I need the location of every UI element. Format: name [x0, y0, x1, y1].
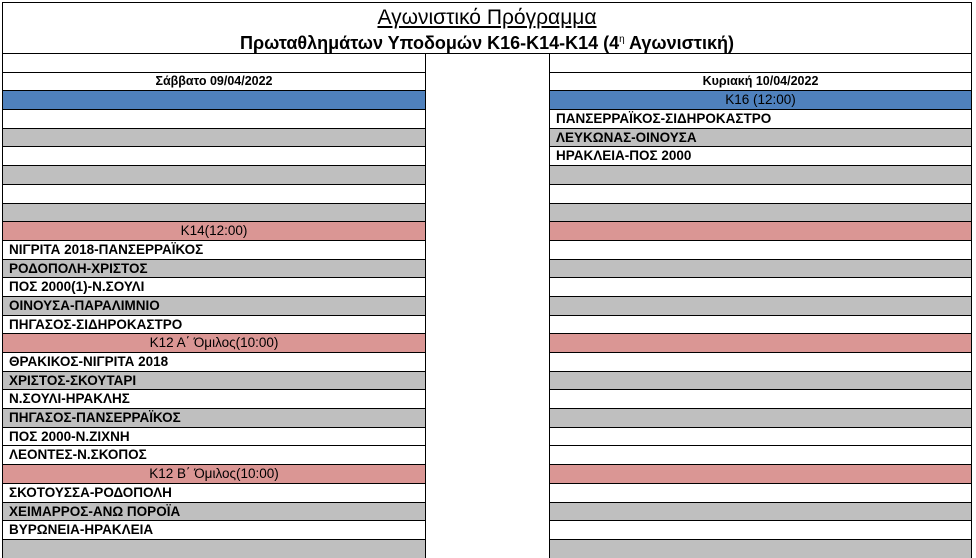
match-row — [550, 427, 971, 446]
match-row — [550, 109, 971, 128]
match-row — [550, 240, 971, 259]
match-label: Ν.ΣΟΥΛΙ-ΗΡΑΚΛΗΣ — [9, 391, 130, 407]
match-label: ΠΗΓΑΣΟΣ-ΠΑΝΣΕΡΡΑΪΚΟΣ — [9, 410, 181, 426]
match-row — [3, 128, 425, 147]
match-row — [3, 408, 425, 427]
title-block — [2, 2, 972, 53]
category-band — [550, 464, 971, 483]
match-row — [3, 483, 425, 502]
match-label: ΣΚΟΤΟΥΣΣΑ-ΡΟΔΟΠΟΛΗ — [9, 484, 172, 500]
category-band — [550, 333, 971, 352]
date-header — [3, 72, 425, 91]
match-label: ΒΥΡΩΝΕΙΑ-ΗΡΑΚΛΕΙΑ — [9, 522, 154, 538]
match-row — [550, 352, 971, 371]
match-label: ΗΡΑΚΛΕΙΑ-ΠΟΣ 2000 — [556, 148, 692, 164]
match-row — [3, 277, 425, 296]
match-row — [550, 371, 971, 390]
match-row — [550, 389, 971, 408]
match-row — [550, 315, 971, 334]
date-label: Κυριακή 10/04/2022 — [702, 73, 819, 88]
match-label: ΝΙΓΡΙΤΑ 2018-ΠΑΝΣΕΡΡΑΪΚΟΣ — [9, 241, 204, 257]
subtitle-superscript: η — [619, 34, 625, 45]
match-row — [550, 520, 971, 539]
match-row — [3, 371, 425, 390]
match-label: ΠΑΝΣΕΡΡΑΪΚΟΣ-ΣΙΔΗΡΟΚΑΣΤΡΟ — [556, 111, 772, 127]
match-row — [550, 277, 971, 296]
category-label: Κ12 Β΄ Όμιλος(10:00) — [149, 466, 279, 482]
match-row — [550, 408, 971, 427]
match-row — [3, 203, 425, 222]
match-label: ΘΡΑΚΙΚΟΣ-ΝΙΓΡΙΤΑ 2018 — [9, 354, 169, 369]
match-row — [3, 445, 425, 464]
match-row — [3, 520, 425, 539]
category-band — [3, 221, 425, 240]
match-row — [3, 315, 425, 334]
match-row — [550, 539, 971, 558]
match-label: ΟΙΝΟΥΣΑ-ΠΑΡΑΛΙΜΝΙΟ — [9, 297, 160, 313]
match-row — [3, 539, 425, 558]
match-label: ΧΡΙΣΤΟΣ-ΣΚΟΥΤΑΡΙ — [9, 372, 137, 388]
match-row — [550, 203, 971, 222]
match-row — [550, 483, 971, 502]
match-row — [3, 240, 425, 259]
match-label: ΠΟΣ 2000(1)-Ν.ΣΟΥΛΙ — [9, 279, 145, 295]
match-row — [3, 296, 425, 315]
page-title: Αγωνιστικό Πρόγραμμα — [377, 6, 597, 29]
subtitle-end: Αγωνιστική) — [624, 33, 734, 53]
match-row — [3, 502, 425, 521]
category-band — [3, 333, 425, 352]
match-row — [550, 259, 971, 278]
category-band — [3, 464, 425, 483]
saturday-column — [2, 53, 426, 558]
category-label: Κ14(12:00) — [180, 223, 248, 239]
match-label: ΧΕΙΜΑΡΡΟΣ-ΑΝΩ ΠΟΡΟΪΑ — [9, 503, 181, 519]
match-label: ΠΟΣ 2000-Ν.ΖΙΧΝΗ — [9, 428, 130, 444]
match-row — [550, 445, 971, 464]
category-label: Κ12 Α΄ Όμιλος(10:00) — [149, 335, 279, 351]
page-subtitle — [3, 33, 971, 54]
match-row — [3, 109, 425, 128]
match-label: ΡΟΔΟΠΟΛΗ-ΧΡΙΣΤΟΣ — [9, 260, 148, 276]
date-label: Σάββατο 09/04/2022 — [155, 73, 273, 88]
blank-row — [3, 53, 425, 72]
match-label: ΛΕΟΝΤΕΣ-Ν.ΣΚΟΠΟΣ — [9, 447, 147, 463]
match-row — [550, 165, 971, 184]
match-row — [3, 389, 425, 408]
match-row — [3, 259, 425, 278]
date-header — [550, 72, 971, 91]
match-row — [550, 296, 971, 315]
category-band — [550, 221, 971, 240]
match-row — [3, 427, 425, 446]
sunday-column — [549, 53, 972, 558]
match-row — [550, 128, 971, 147]
category-band — [550, 90, 971, 109]
subtitle-main: Πρωταθλημάτων Υποδομών Κ16-Κ14-Κ14 (4 — [240, 33, 620, 53]
match-label: ΛΕΥΚΩΝΑΣ-ΟΙΝΟΥΣΑ — [556, 129, 697, 145]
match-label: ΠΗΓΑΣΟΣ-ΣΙΔΗΡΟΚΑΣΤΡΟ — [9, 316, 183, 332]
middle-spacer — [426, 53, 549, 541]
match-row — [3, 184, 425, 203]
match-row — [3, 146, 425, 165]
category-label: Κ16 (12:00) — [725, 92, 796, 108]
match-row — [550, 184, 971, 203]
blank-row — [550, 53, 971, 72]
match-row — [3, 352, 425, 371]
match-row — [550, 146, 971, 165]
match-row — [550, 502, 971, 521]
category-band — [3, 90, 425, 109]
match-row — [3, 165, 425, 184]
